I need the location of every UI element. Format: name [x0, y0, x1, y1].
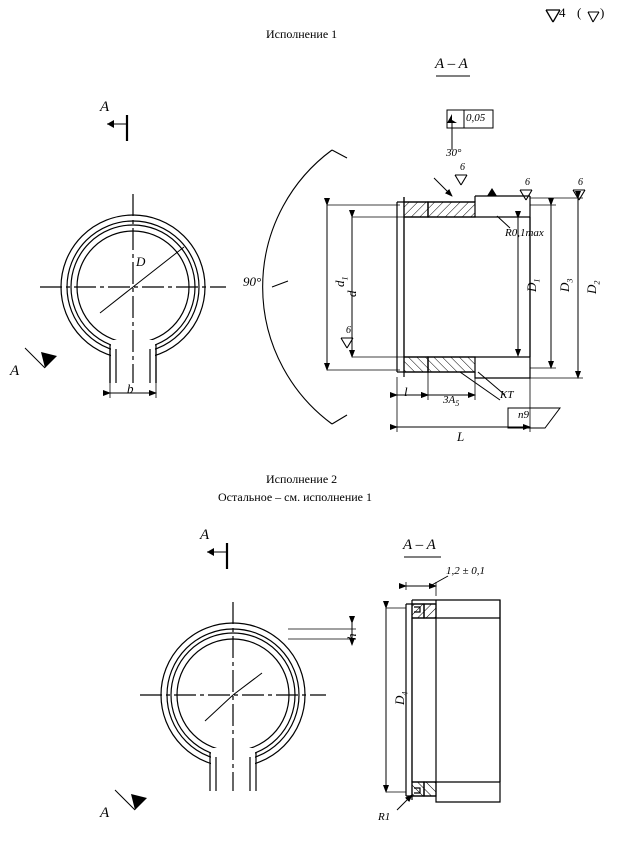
section-label-bottom: A – A — [403, 537, 436, 553]
dim-D2-letter: D — [584, 284, 599, 294]
dim-d1-letter: d — [332, 280, 347, 287]
section-label-top: A – A — [435, 56, 468, 72]
view-arrow-a-top: A — [100, 99, 110, 115]
dim-D4-letter: D — [392, 695, 407, 705]
flatness-value-label: 0,05 — [466, 112, 486, 124]
view2-arrow-a-bottom: A — [100, 805, 110, 821]
dim-d1-sub: 1 — [340, 276, 350, 281]
roughness-6-b: 6 — [578, 177, 583, 188]
tol-3A5-main: 3A — [443, 394, 456, 406]
angle-30-label: 30° — [446, 147, 462, 159]
dim-D3-letter: D — [557, 282, 572, 292]
roughness-6-a: 6 — [525, 177, 530, 188]
tol-3A5-label — [432, 384, 459, 419]
dim-d-label: d — [344, 290, 359, 297]
dim-top-label: 1,2 ± 0,1 — [446, 565, 486, 577]
fit-n9-label: n9 — [518, 409, 529, 421]
tol-3A5-sub: 5 — [455, 399, 460, 409]
dim-h-label: h — [344, 633, 359, 640]
dim-D3-sub: 3 — [565, 278, 575, 283]
radius-R1-label: R1 — [378, 811, 391, 823]
dim-D2-label — [572, 281, 615, 307]
title-variant-1: Исполнение 1 — [266, 27, 338, 41]
surface-note-paren-right: ) — [600, 5, 605, 20]
surface-note-value: 4 — [559, 5, 566, 20]
roughness-6-c: 6 — [460, 162, 465, 173]
dim-b-label: b — [127, 381, 134, 396]
dim-D4-label — [380, 692, 423, 718]
dim-D-label: D — [136, 254, 146, 269]
angle-90-label: 90° — [243, 274, 262, 289]
view-arrow-a-bottom: A — [10, 363, 20, 379]
dim-l-label: l — [404, 384, 408, 399]
mark-KT-label: KT — [500, 389, 514, 401]
note-remaining: Остальное – см. исполнение 1 — [218, 490, 373, 504]
dim-D4-sub: 4 — [400, 691, 410, 696]
dim-D1-letter: D — [524, 282, 539, 292]
title-variant-2: Исполнение 2 — [266, 472, 338, 486]
view2-arrow-a-top: A — [200, 527, 210, 543]
dim-D2-sub: 2 — [592, 280, 602, 285]
surface-note-paren-left: ( — [577, 5, 582, 20]
dim-L-label: L — [457, 429, 465, 444]
roughness-6-d: 6 — [346, 325, 351, 336]
radius-note-label: R0,1max — [505, 227, 544, 239]
dim-D1-sub: 1 — [532, 278, 542, 283]
